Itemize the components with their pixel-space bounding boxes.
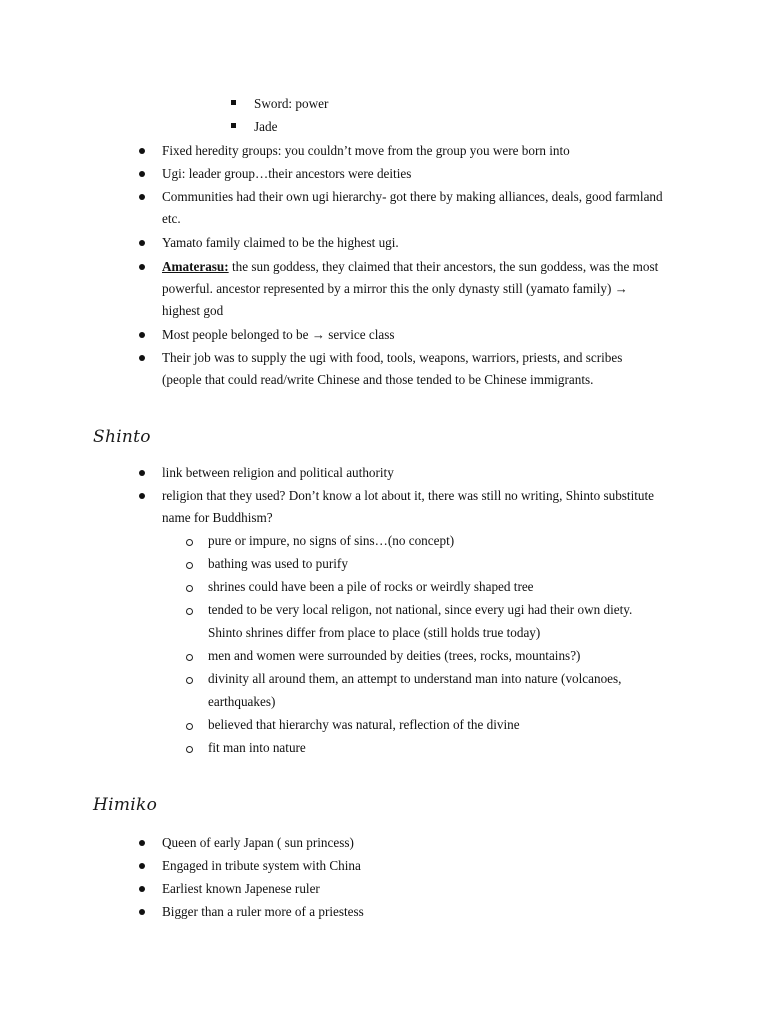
bullet-text: link between religion and political authority [162, 465, 394, 480]
amaterasu-definition: the sun goddess, they claimed that their ancestors, the sun goddess, was the most [228, 259, 659, 274]
square-bullet-icon [231, 123, 236, 128]
bullet-icon [139, 332, 145, 338]
section-heading-shinto: Shinto [93, 427, 151, 447]
bullet-text: Engaged in tribute system with China [162, 858, 361, 873]
hollow-bullet-icon [186, 608, 193, 615]
sub-item-sword: Sword: power [254, 96, 329, 111]
sub-bullet-text: divinity all around them, an attempt to understand man into nature (volcanoes, [208, 671, 622, 686]
bullet-text-continuation: highest god [162, 303, 224, 318]
sub-item-jade: Jade [254, 119, 278, 134]
hollow-bullet-icon [186, 677, 193, 684]
bullet-text: Earliest known Japenese ruler [162, 881, 320, 896]
bullet-text: Ugi: leader group…their ancestors were deities [162, 166, 412, 181]
hollow-bullet-icon [186, 539, 193, 546]
bullet-text [162, 259, 658, 275]
bullet-text: Fixed heredity groups: you couldn’t move from the group you were born into [162, 143, 570, 158]
bullet-text: Yamato family claimed to be the highest ugi. [162, 235, 399, 250]
bullet-text: religion that they used? Don’t know a lot about it, there was still no writing, Shinto substitute [162, 488, 655, 503]
hollow-bullet-icon [186, 654, 193, 661]
bullet-icon [139, 493, 145, 499]
hollow-bullet-icon [186, 723, 193, 730]
bullet-icon [139, 194, 145, 200]
bullet-icon [139, 148, 145, 154]
hollow-bullet-icon [186, 562, 193, 569]
sub-bullet-text: bathing was used to purify [208, 556, 348, 571]
sub-bullet-text: fit man into nature [208, 740, 306, 755]
bullet-icon [139, 470, 145, 476]
square-bullet-icon [231, 100, 236, 105]
bullet-icon [139, 909, 145, 915]
sub-bullet-text: tended to be very local religon, not national, since every ugi had their own diety. [208, 602, 633, 617]
sub-bullet-text: shrines could have been a pile of rocks or weirdly shaped tree [208, 579, 534, 594]
sub-bullet-text-continuation: Shinto shrines differ from place to place (still holds true today) [208, 625, 541, 640]
bullet-icon [139, 240, 145, 246]
bullet-icon [139, 840, 145, 846]
sub-bullet-text: men and women were surrounded by deities (trees, rocks, mountains?) [208, 648, 581, 663]
bullet-text-continuation: (people that could read/write Chinese and those tended to be Chinese immigrants. [162, 372, 594, 387]
sub-bullet-text: believed that hierarchy was natural, reflection of the divine [208, 717, 520, 732]
term-amaterasu: Amaterasu: [162, 259, 229, 274]
hollow-bullet-icon [186, 746, 193, 753]
section-heading-himiko: Himiko [93, 795, 158, 815]
bullet-icon [139, 355, 145, 361]
hollow-bullet-icon [186, 585, 193, 592]
bullet-text: Their job was to supply the ugi with food, tools, weapons, warriors, priests, and scribes [162, 350, 623, 365]
bullet-icon [139, 171, 145, 177]
bullet-text: Bigger than a ruler more of a priestess [162, 904, 364, 919]
sub-bullet-text-continuation: earthquakes) [208, 694, 276, 709]
bullet-text-continuation: name for Buddhism? [162, 510, 273, 525]
bullet-text: Communities had their own ugi hierarchy- got there by making alliances, deals, good farmland [162, 189, 663, 204]
bullet-text-continuation: etc. [162, 211, 181, 226]
bullet-icon [139, 863, 145, 869]
bullet-text-continuation: powerful. ancestor represented by a mirror this the only dynasty still (yamato family) → [162, 281, 628, 296]
bullet-icon [139, 264, 145, 270]
bullet-text: Most people belonged to be → service class [162, 327, 395, 342]
bullet-icon [139, 886, 145, 892]
bullet-text: Queen of early Japan ( sun princess) [162, 835, 354, 850]
sub-bullet-text: pure or impure, no signs of sins…(no concept) [208, 533, 455, 548]
